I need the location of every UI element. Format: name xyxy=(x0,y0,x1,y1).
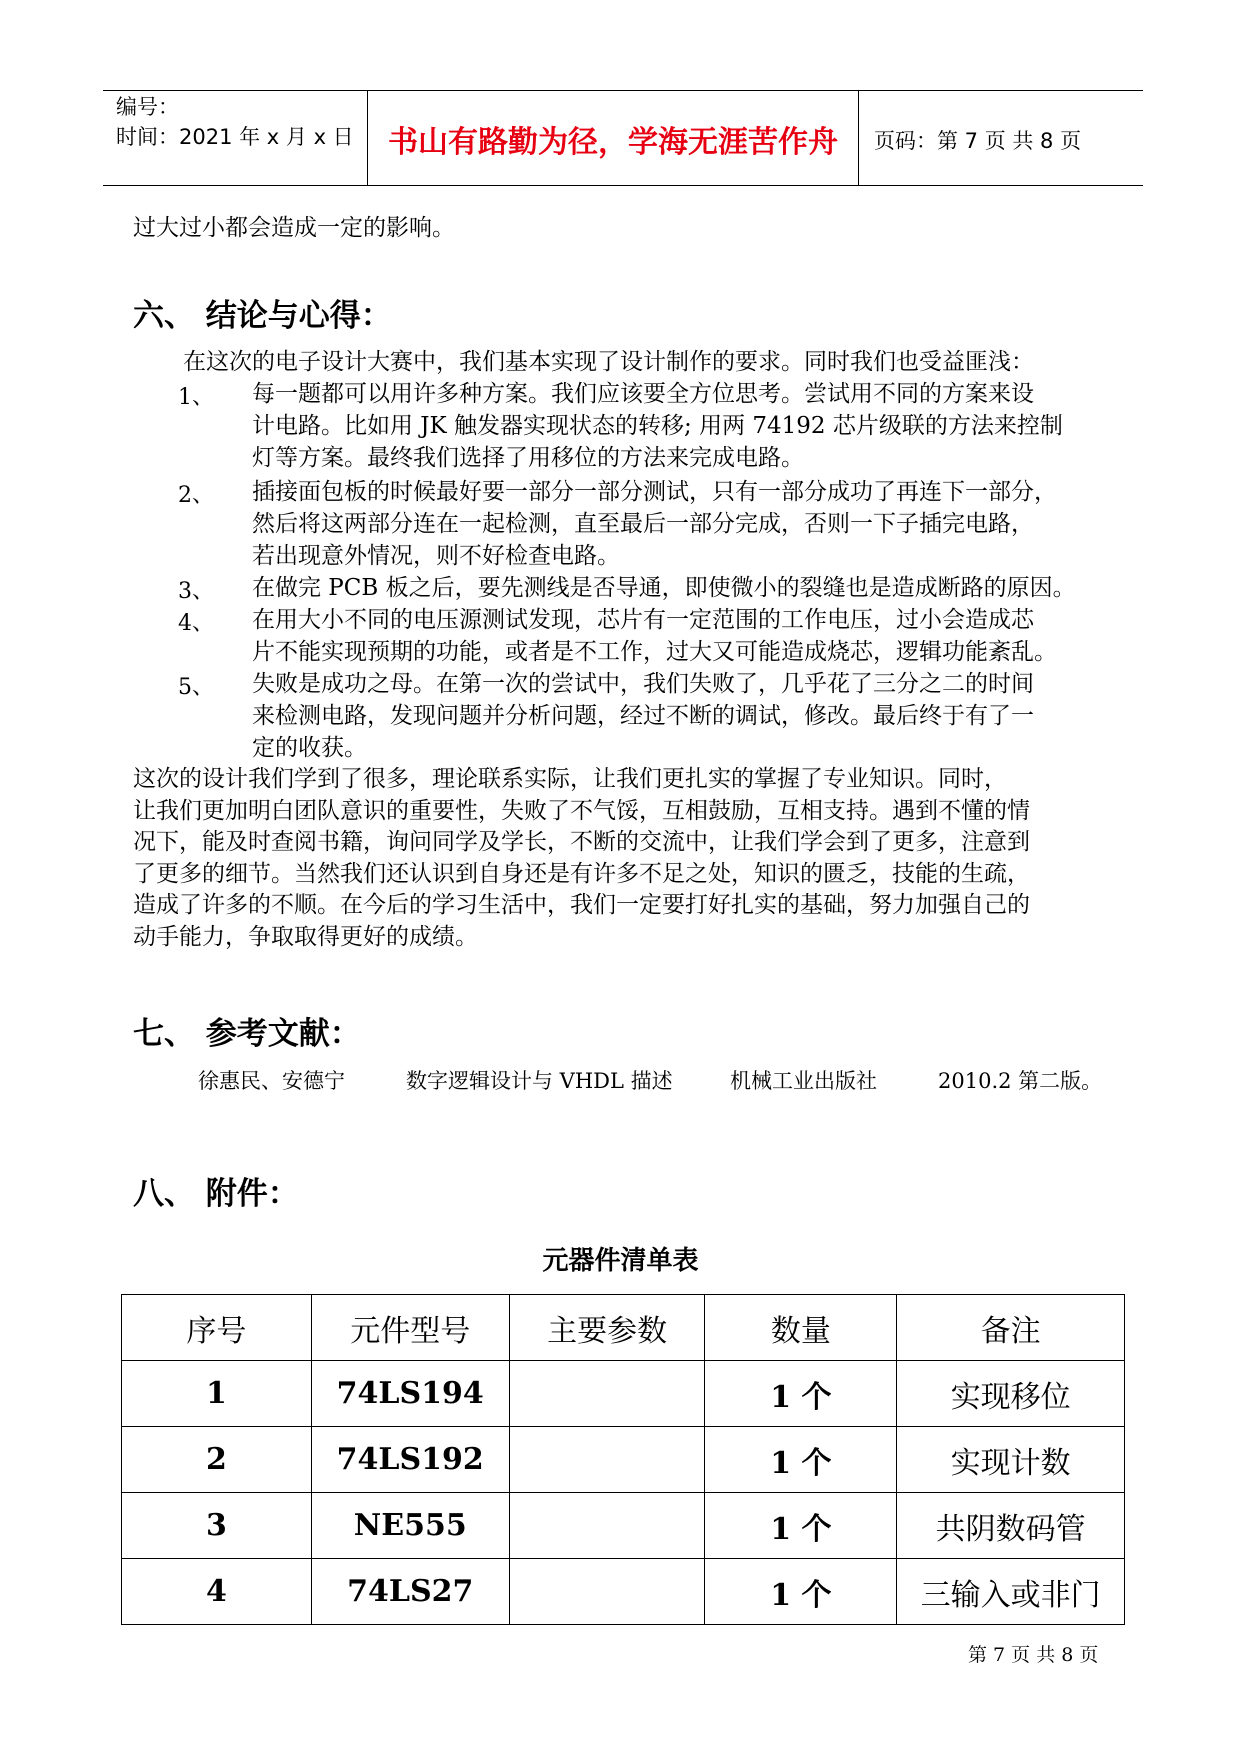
list-item-line: 计电路。比如用 JK 触发器实现状态的转移; 用两 74192 芯片级联的方法来控制 xyxy=(252,413,1063,439)
list-item-line: 片不能实现预期的功能，或者是不工作，过大又可能造成烧芯，逻辑功能紊乱。 xyxy=(252,639,1057,665)
cell-quantity: 1 个 xyxy=(705,1427,897,1493)
table-row xyxy=(122,1493,1125,1559)
header-motto-cell xyxy=(367,91,859,185)
list-item xyxy=(252,378,1132,474)
list-item-line: 来检测电路，发现问题并分析问题，经过不断的调试，修改。最后终于有了一 xyxy=(252,703,1034,729)
list-item xyxy=(252,476,1132,572)
summary-line: 况下，能及时查阅书籍，询问同学及学长，不断的交流中，让我们学会到了更多，注意到 xyxy=(133,829,1030,855)
cell-remarks: 三输入或非门 xyxy=(897,1559,1125,1625)
list-item-line: 在做完 PCB 板之后，要先测线是否导通，即使微小的裂缝也是造成断路的原因。 xyxy=(252,575,1076,601)
document-number-label: 编号： xyxy=(116,95,179,119)
table-header-row xyxy=(122,1295,1125,1361)
cell-quantity: 1 个 xyxy=(705,1361,897,1427)
page-footer: 第 7 页 共 8 页 xyxy=(968,1644,1099,1666)
cell-remarks: 实现计数 xyxy=(897,1427,1125,1493)
list-item-number: 4、 xyxy=(178,611,214,636)
reference-publisher: 机械工业出版社 xyxy=(730,1069,877,1093)
component-list-table xyxy=(121,1294,1125,1625)
cell-index: 4 xyxy=(122,1559,312,1625)
reference-edition: 2010.2 第二版。 xyxy=(938,1069,1103,1093)
list-item xyxy=(252,572,1132,604)
cell-index: 1 xyxy=(122,1361,312,1427)
header-page-cell xyxy=(859,91,1143,185)
list-item-line: 定的收获。 xyxy=(252,735,367,761)
summary-line: 动手能力，争取取得更好的成绩。 xyxy=(133,923,478,950)
column-header-params: 主要参数 xyxy=(509,1295,705,1361)
cell-params xyxy=(509,1493,705,1559)
cell-index: 2 xyxy=(122,1427,312,1493)
table-row xyxy=(122,1559,1125,1625)
list-item-line: 失败是成功之母。在第一次的尝试中，我们失败了，几乎花了三分之二的时间 xyxy=(252,671,1034,697)
list-item-line: 灯等方案。最终我们选择了用移位的方法来完成电路。 xyxy=(252,445,804,471)
cell-model: 74LS192 xyxy=(311,1427,509,1493)
list-item-number: 5、 xyxy=(178,675,214,700)
summary-line: 造成了许多的不顺。在今后的学习生活中，我们一定要打好扎实的基础，努力加强自己的 xyxy=(133,892,1030,918)
cell-remarks: 共阴数码管 xyxy=(897,1493,1125,1559)
column-header-quantity: 数量 xyxy=(705,1295,897,1361)
list-item-line: 每一题都可以用许多种方案。我们应该要全方位思考。尝试用不同的方案来设 xyxy=(252,381,1034,407)
section-7-title: 七、 参考文献： xyxy=(133,1016,361,1052)
column-header-remarks: 备注 xyxy=(897,1295,1125,1361)
list-item-number: 1、 xyxy=(178,385,214,410)
summary-line: 了更多的细节。当然我们还认识到自身还是有许多不足之处，知识的匮乏，技能的生疏， xyxy=(133,860,1030,887)
list-item-number: 3、 xyxy=(178,579,214,604)
list-item-line: 在用大小不同的电压源测试发现，芯片有一定范围的工作电压，过小会造成芯 xyxy=(252,607,1034,633)
list-item-line: 然后将这两部分连在一起检测，直至最后一部分完成，否则一下子插完电路， xyxy=(252,511,1034,537)
summary-line: 让我们更加明白团队意识的重要性，失败了不气馁，互相鼓励，互相支持。遇到不懂的情 xyxy=(133,797,1030,824)
section-6-summary xyxy=(133,764,1133,953)
column-header-model: 元件型号 xyxy=(311,1295,509,1361)
section-6-lead: 在这次的电子设计大赛中，我们基本实现了设计制作的要求。同时我们也受益匪浅： xyxy=(183,349,1034,375)
column-header-index: 序号 xyxy=(122,1295,312,1361)
list-item-line: 插接面包板的时候最好要一部分一部分测试，只有一部分成功了再连下一部分， xyxy=(252,479,1057,505)
cell-index: 3 xyxy=(122,1493,312,1559)
table-caption: 元器件清单表 xyxy=(542,1246,699,1276)
cell-remarks: 实现移位 xyxy=(897,1361,1125,1427)
intro-line: 过大过小都会造成一定的影响。 xyxy=(133,215,455,241)
cell-model: 74LS27 xyxy=(311,1559,509,1625)
summary-line: 这次的设计我们学到了很多，理论联系实际，让我们更扎实的掌握了专业知识。同时， xyxy=(133,766,1007,792)
list-item-line: 若出现意外情况，则不好检查电路。 xyxy=(252,543,620,569)
header-motto: 书山有路勤为径，学海无涯苦作舟 xyxy=(388,125,838,160)
header-page-number: 页码：第 7 页 共 8 页 xyxy=(874,129,1082,153)
header-left-cell xyxy=(103,91,367,185)
cell-quantity: 1 个 xyxy=(705,1559,897,1625)
reference-book-title: 数字逻辑设计与 VHDL 描述 xyxy=(406,1069,673,1093)
cell-model: 74LS194 xyxy=(311,1361,509,1427)
cell-model: NE555 xyxy=(311,1493,509,1559)
cell-params xyxy=(509,1559,705,1625)
cell-params xyxy=(509,1361,705,1427)
table-row xyxy=(122,1361,1125,1427)
page-header xyxy=(103,90,1143,186)
list-item-number: 2、 xyxy=(178,483,214,508)
section-8-title: 八、 附件： xyxy=(133,1176,299,1212)
cell-params xyxy=(509,1427,705,1493)
document-time-label: 时间：2021 年 x 月 x 日 xyxy=(116,125,354,149)
section-6-title: 六、 结论与心得： xyxy=(133,298,392,334)
reference-authors: 徐惠民、安德宁 xyxy=(198,1069,345,1093)
list-item xyxy=(252,668,1132,764)
list-item xyxy=(252,604,1132,668)
cell-quantity: 1 个 xyxy=(705,1493,897,1559)
table-row xyxy=(122,1427,1125,1493)
